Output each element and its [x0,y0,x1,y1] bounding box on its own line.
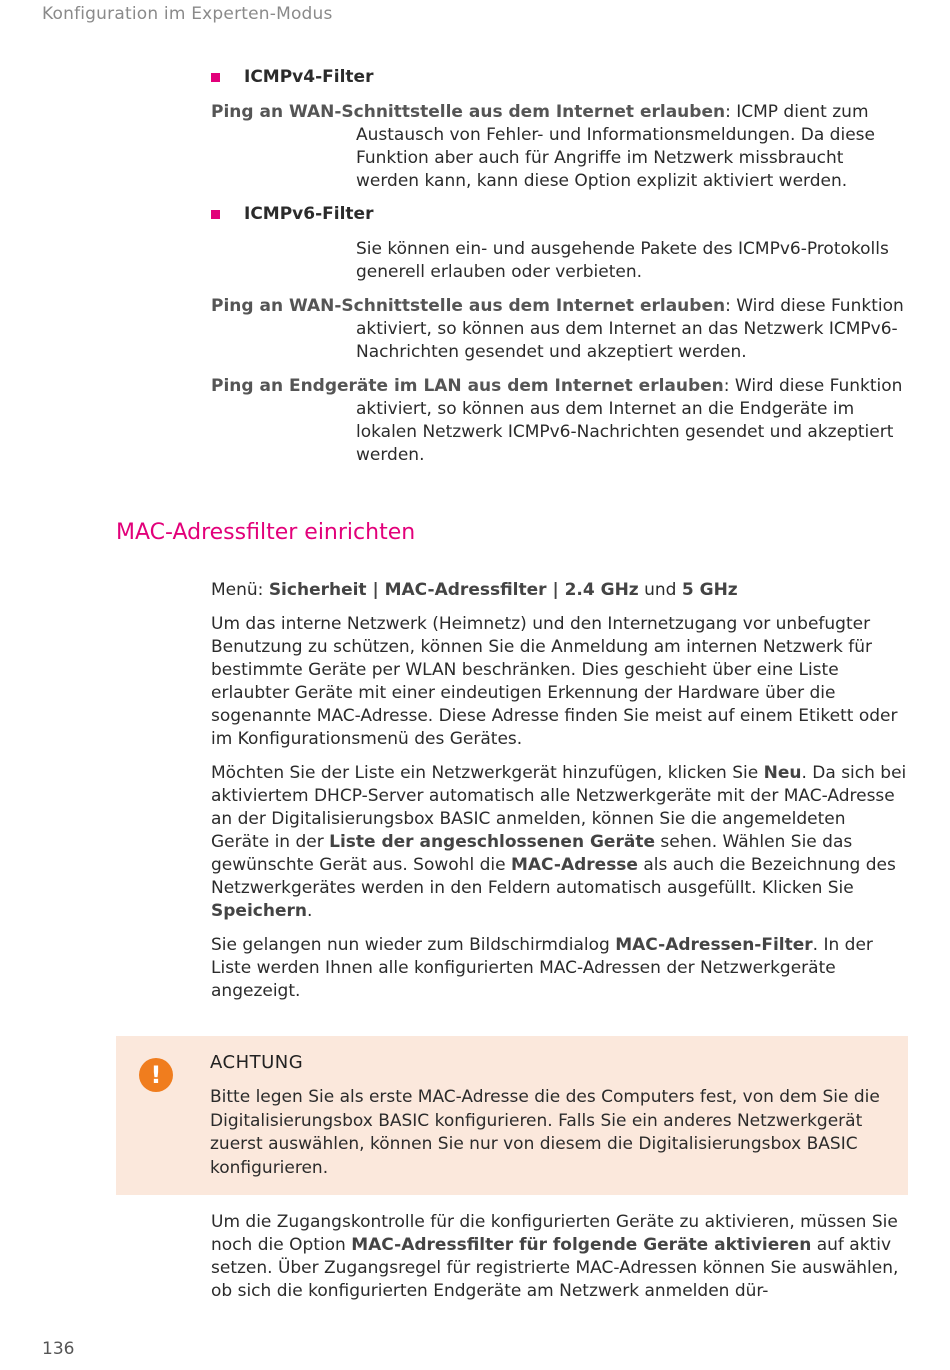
intro-paragraph: Sie können ein- und ausgehende Pakete des ICMPv6-Protokolls generell erlauben oder verbieten. [356,239,889,282]
ui-term-filter-dialog: MAC-Adressen-Filter [615,935,813,955]
text-span: . In der Liste werden Ihnen alle konfigurierten MAC-Adressen der Netzwerkgeräte angezeigt. [211,935,873,1001]
bullet-icmpv6 [211,204,373,224]
bullet-label: ICMPv4-Filter [244,67,374,87]
definition-paragraph [211,295,911,364]
warning-box [116,1036,908,1195]
running-header: Konfiguration im Experten-Modus [42,4,333,24]
paragraph-intro: Um das interne Netzwerk (Heimnetz) und den Internetzugang vor unbefugter Benutzung zu schützen, können Sie die Anmeldung am internen Netzwerk für bestimmte Geräte per WLAN beschränken. Dies geschieht über eine Liste erlaubter Geräte mit einer eindeutigen Erkennung der Hardware über die sogenannte MAC-Adresse. Diese Adresse finden Sie meist auf einem Etikett oder im Konfigurationsmenü des Gerätes. [211,614,898,749]
paragraph-add-device [211,762,909,923]
ui-term-mac-address: MAC-Adresse [510,855,638,875]
definition-text: : Wird diese Funktion aktiviert, so können aus dem Internet an das Netzwerk ICMPv6-Nachrichten gesendet und akzeptiert werden. [356,296,904,362]
text-span: . Da sich bei aktiviertem DHCP-Server automatisch alle Netzwerkgeräte mit der MAC-Adresse an der Digitalisierungsbox BASIC anmelden, können Sie die angemeldeten Geräte in der [211,763,907,852]
exclamation-icon: ! [139,1058,173,1092]
ui-term-save: Speichern [211,901,307,921]
menu-path-bold: Sicherheit | MAC-Adressfilter | 2.4 GHz [268,580,639,600]
bullet-square-icon [211,73,220,82]
icmpv6-intro [211,238,911,284]
text-span: als auch die Bezeichnung des Netzwerkgerätes werden in den Feldern automatisch ausgefüllt. Klicken Sie [211,855,896,898]
text-span: sehen. Wählen Sie das gewünschte Gerät aus. Sowohl die [211,832,853,875]
ui-term-neu: Neu [763,763,802,783]
menu-and: und [638,580,682,600]
definition-text: : Wird diese Funktion aktiviert, so können aus dem Internet an die Endgeräte im lokalen Netzwerk ICMPv6-Nachrichten gesendet und akzeptiert werden. [356,376,903,465]
paragraph-access-control [211,1211,909,1303]
ui-term-device-list: Liste der angeschlossenen Geräte [329,832,655,852]
definition-term: Ping an Endgeräte im LAN aus dem Internet erlauben [211,376,724,396]
definition-paragraph [211,375,911,467]
menu-5ghz: 5 GHz [681,580,738,600]
ui-term-option: MAC-Adressfilter für folgende Geräte aktivieren [351,1235,812,1255]
menu-prefix: Menü: [211,580,269,600]
text-span: auf aktiv setzen. Über Zugangsregel für registrierte MAC-Adressen können Sie auswählen, ob sich die konfigurierten Endgeräte am Netzwerk anmelden dür- [211,1235,899,1301]
definition-icmpv6-lan [211,375,911,467]
definition-term: Ping an WAN-Schnittstelle aus dem Internet erlauben [211,296,726,316]
section-body-continued [211,1211,909,1314]
text-span: Möchten Sie der Liste ein Netzwerkgerät hinzufügen, klicken Sie [211,763,764,783]
paragraph-filter-dialog [211,934,909,1003]
bullet-icmpv4 [211,67,373,87]
warning-text: Bitte legen Sie als erste MAC-Adresse die des Computers fest, von dem Sie die Digitalisierungsbox BASIC konfigurieren. Falls Sie ein anderes Netzwerkgerät zuerst auswählen, können Sie nur von diesem die Digitalisierungsbox BASIC konfigurieren. [210,1087,880,1178]
definition-term: Ping an WAN-Schnittstelle aus dem Internet erlauben [211,102,726,122]
warning-title: ACHTUNG [210,1052,304,1073]
section-body [211,579,909,1014]
section-heading: MAC-Adressfilter einrichten [116,520,416,545]
bullet-square-icon [211,210,220,219]
menu-path [211,579,909,602]
text-span: . [306,901,313,921]
definition-text: : ICMP dient zum Austausch von Fehler- und Informationsmeldungen. Da diese Funktion aber auch für Angriffe im Netzwerk missbraucht werden kann, kann diese Option explizit aktiviert werden. [356,102,875,191]
definition-paragraph [211,101,911,193]
page-number: 136 [42,1339,75,1359]
text-span: Um die Zugangskontrolle für die konfigurierten Geräte zu aktivieren, müssen Sie noch die Option [211,1212,898,1255]
bullet-label: ICMPv6-Filter [244,204,374,224]
text-span: Sie gelangen nun wieder zum Bildschirmdialog [211,935,616,955]
definition-icmpv6-wan [211,295,911,364]
definition-icmpv4-wan [211,101,911,193]
